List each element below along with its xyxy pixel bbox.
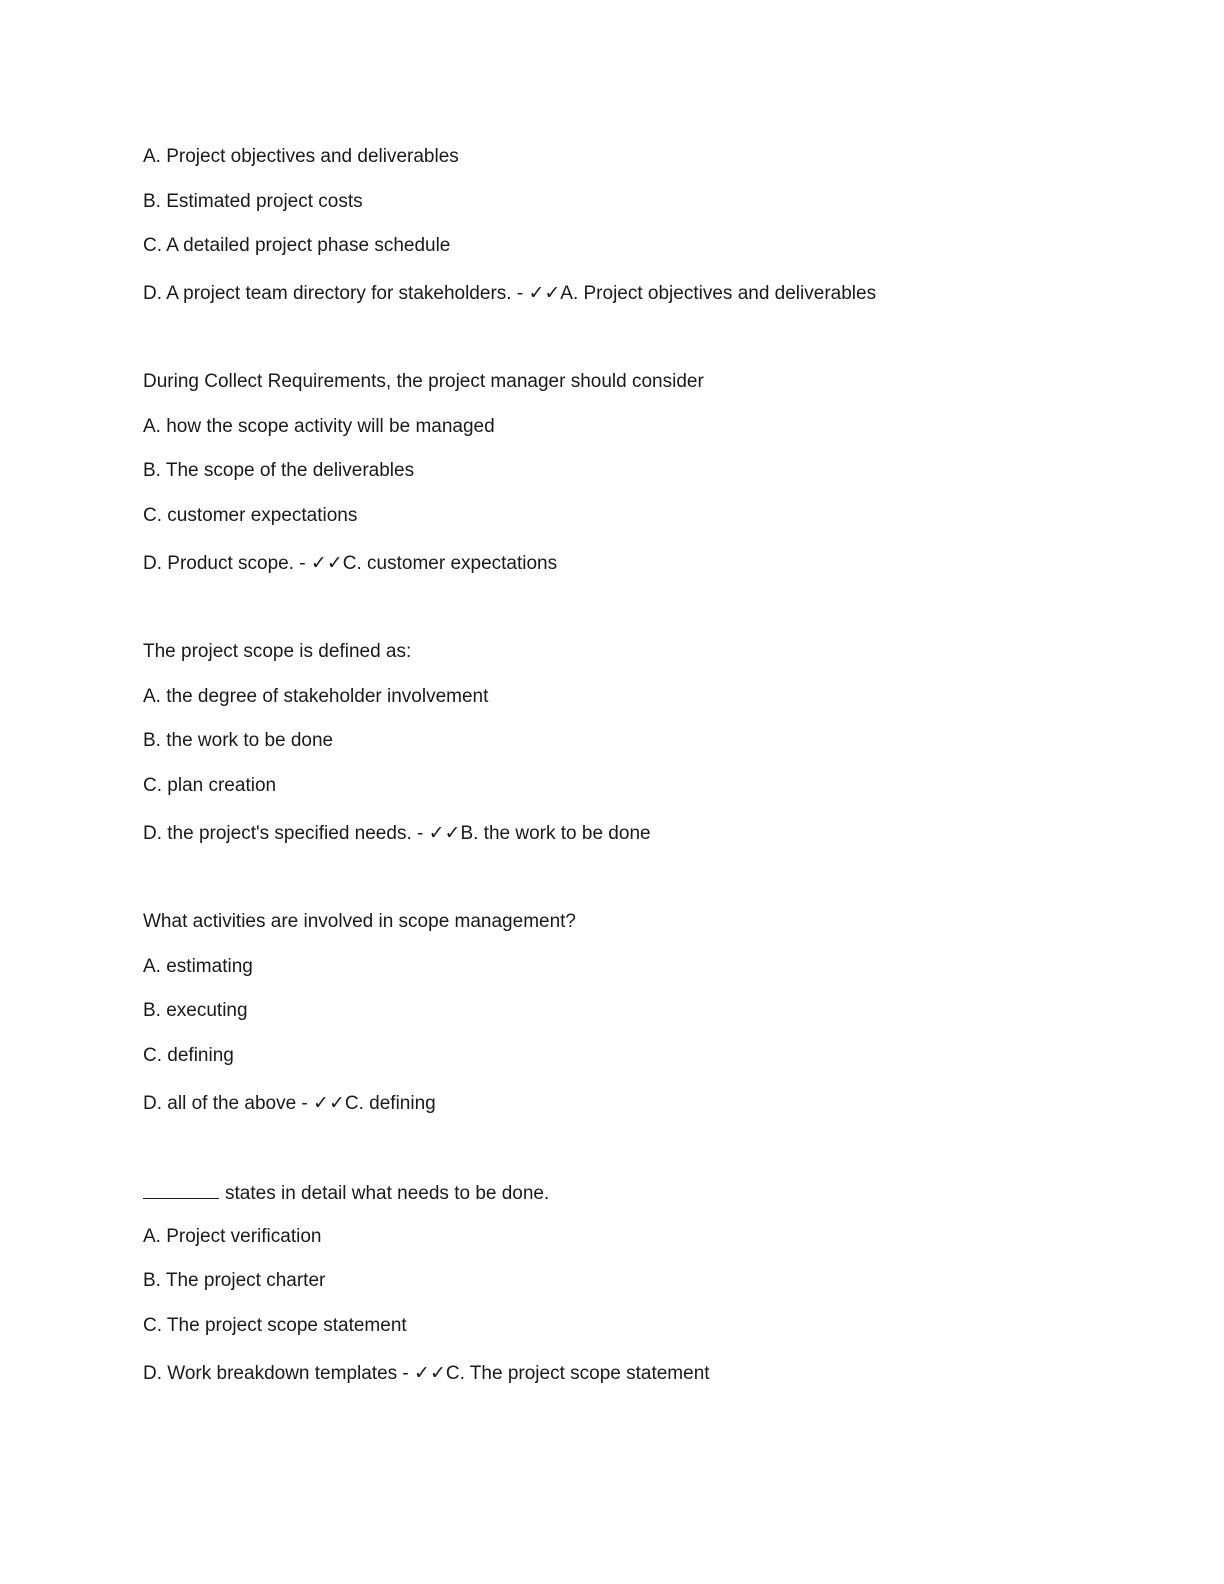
option-b: B. the work to be done: [143, 730, 334, 751]
option-a: A. the degree of stakeholder involvement: [143, 685, 489, 707]
option-a: A. how the scope activity will be managed: [143, 415, 495, 437]
option-c: C. A detailed project phase schedule: [143, 235, 451, 256]
check-mark-icon: ✓✓: [414, 1361, 446, 1384]
correct-answer: C. customer expectations: [342, 552, 558, 574]
correct-answer: B. the work to be done: [460, 822, 651, 844]
correct-answer: C. The project scope statement: [445, 1362, 710, 1384]
option-d: D. Work breakdown templates -: [143, 1362, 415, 1384]
question-stem: states in detail what needs to be done.: [225, 1183, 550, 1204]
question-stem: During Collect Requirements, the project manager should consider: [143, 371, 704, 392]
option-d: D. A project team directory for stakeholders. -: [143, 283, 529, 304]
question-block-2: [143, 370, 1143, 575]
option-b: B. The scope of the deliverables: [143, 460, 415, 481]
correct-answer: C. defining: [344, 1092, 436, 1114]
check-mark-icon: ✓✓: [528, 282, 561, 304]
option-c: C. customer expectations: [143, 504, 358, 526]
option-d: D. Product scope. -: [143, 552, 311, 574]
question-block-3: [143, 640, 1143, 845]
check-mark-icon: ✓✓: [310, 551, 343, 574]
option-d-with-answer: [143, 551, 1143, 575]
fill-in-blank: [143, 1180, 219, 1199]
option-d: D. the project's specified needs. -: [143, 822, 429, 844]
option-b: B. Estimated project costs: [143, 190, 363, 212]
question-block-4: [143, 910, 1143, 1115]
option-a: A. Project verification: [143, 1225, 322, 1247]
option-a: A. estimating: [143, 955, 253, 977]
check-mark-icon: ✓✓: [313, 1091, 345, 1114]
question-stem: The project scope is defined as:: [143, 641, 412, 662]
check-mark-icon: ✓✓: [428, 821, 461, 844]
option-a: A. Project objectives and deliverables: [143, 146, 459, 167]
option-d-with-answer: [143, 1361, 1143, 1385]
question-block-5: [143, 1180, 1143, 1385]
option-d: D. all of the above -: [143, 1092, 314, 1114]
option-b: B. executing: [143, 1000, 248, 1021]
option-b: B. The project charter: [143, 1270, 326, 1291]
option-c: C. defining: [143, 1044, 234, 1066]
correct-answer: A. Project objectives and deliverables: [560, 283, 877, 304]
option-c: C. The project scope statement: [143, 1314, 407, 1336]
option-d-with-answer: [143, 1091, 1143, 1115]
question-stem: What activities are involved in scope management?: [143, 911, 577, 932]
question-block-1: [143, 145, 1143, 305]
option-d-with-answer: [143, 821, 1143, 845]
option-d-with-answer: [143, 281, 1143, 305]
option-c: C. plan creation: [143, 774, 277, 796]
question-stem-with-blank: [143, 1180, 1143, 1204]
